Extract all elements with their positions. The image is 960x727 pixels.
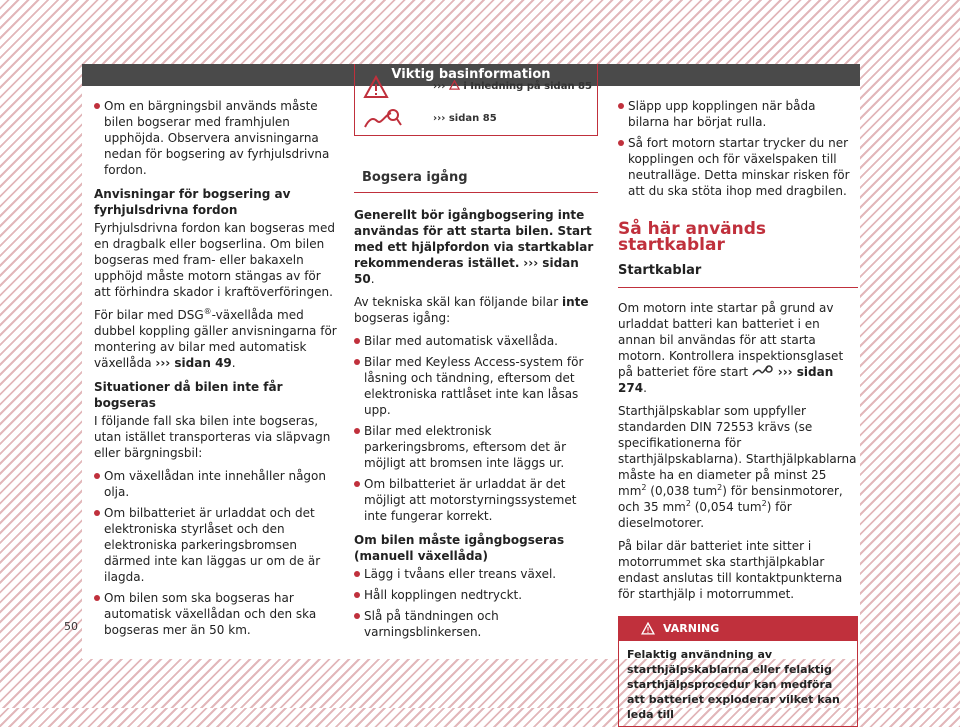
text: (0,054 tum	[690, 500, 762, 514]
warning-header	[619, 617, 857, 641]
ref-text: i Inledning på sidan 85	[463, 81, 592, 92]
text: (0,038 tum	[646, 484, 718, 498]
reference-text[interactable]	[433, 79, 592, 95]
page-ref-link[interactable]: ››› sidan 274	[618, 365, 834, 395]
warning-box	[618, 616, 858, 727]
heading-4wd: Anvisningar för bogsering av fyrhjulsdrivna fordon	[94, 187, 291, 217]
page-number: 50	[64, 620, 78, 633]
warning-label: VARNING	[663, 622, 720, 635]
car-environment-icon	[363, 107, 403, 131]
paragraph-4wd: Fyrhjulsdrivna fordon kan bogseras med en dragbalk eller bogserlina. Om bilen bogseras med fram- eller bakaxeln upphöjd måste motorn stängas av för att förhindra skador i kraftöverföringen.	[94, 221, 335, 299]
column-2	[354, 81, 598, 645]
page-ref-link[interactable]: ››› sidan 49	[155, 356, 232, 370]
header-bar: Viktig basinformation	[82, 64, 860, 86]
paragraph-start	[618, 300, 858, 396]
list-item: Så fort motorn startar trycker du ner kopplingen och för växelspaken till neutralläge. Detta minskar risken för att du ska stöta ihop med dragbilen.	[618, 135, 858, 199]
chapter-title: Så här används startkablar	[618, 219, 767, 255]
warning-text: Felaktig användning av starthjälpskablarna eller felaktig starthjälpsprocedur kan medföra att batteriet exploderar vilket kan leda till	[627, 648, 840, 721]
text: ) för bensinmotorer, och 35 mm	[618, 484, 843, 514]
page-ref-link[interactable]: ››› sidan 50	[354, 256, 579, 286]
text: ) för dieselmotorer.	[618, 500, 792, 530]
heading-manual: Om bilen måste igångbogseras (manuell växellåda)	[354, 533, 565, 563]
intro-paragraph	[354, 207, 598, 287]
reference-row	[363, 104, 497, 134]
paragraph-dsg	[94, 307, 338, 371]
warning-triangle-icon	[363, 75, 389, 99]
list-item: Håll kopplingen nedtryckt.	[354, 587, 598, 603]
superscript: 2	[641, 483, 647, 492]
list-item: Bilar med elektronisk parkeringsbroms, eftersom det är möjligt att bromsen inte läggs ur.	[354, 423, 598, 471]
registered-mark: ®	[203, 307, 212, 316]
list-item: Släpp upp kopplingen när båda bilarna har börjat rulla.	[618, 98, 858, 130]
list-item: Bilar med automatisk växellåda.	[354, 333, 598, 349]
text: För bilar med DSG	[94, 308, 204, 322]
warning-triangle-icon	[641, 622, 655, 635]
list-item: Bilar med Keyless Access-system för låsning och tändning, eftersom det elektroniska rattlåset inte kan låsas upp.	[354, 354, 598, 418]
superscript: 2	[717, 483, 723, 492]
list-item: Om en bärgningsbil används måste bilen bogserar med framhjulen upphöjda. Observera anvisningarna nedan för bogsering av fyrhjulsdrivna fordon.	[94, 98, 338, 178]
text: .	[643, 381, 647, 395]
list-item: Lägg i tvåans eller treans växel.	[354, 566, 598, 582]
text: bogseras igång:	[354, 311, 451, 325]
page	[64, 64, 860, 721]
paragraph-din	[618, 403, 858, 531]
list-item: Slå på tändningen och varningsblinkersen.	[354, 608, 598, 640]
list-item: Om bilen som ska bogseras har automatisk växellådan och den ska bogseras mer än 50 km.	[94, 590, 338, 638]
paragraph-no-tow: I följande fall ska bilen inte bogseras, utan istället transporteras via släpvagn eller bärgningsbil:	[94, 414, 331, 460]
section-title: Startkablar	[618, 263, 858, 288]
section-title: Bogsera igång	[354, 164, 598, 193]
text: Generellt bör igångbogsering inte användas för att starta bilen. Start med ett hjälpfordon via startkablar rekommenderas istället.	[354, 208, 594, 270]
text: Om motorn inte startar på grund av urladdat batteri kan batteriet i en annan bil användas för att starta motorn. Kontrollera inspektionsglaset på batteriet före start	[618, 301, 844, 379]
superscript: 2	[761, 499, 767, 508]
list-item: Om växellådan inte innehåller någon olja.	[94, 468, 338, 500]
ref-arrow: ›››	[433, 81, 446, 92]
tech-paragraph	[354, 294, 598, 326]
heading-no-tow: Situationer då bilen inte får bogseras	[94, 380, 283, 410]
battery-inspection-icon	[752, 365, 774, 377]
text: Starthjälpskablar som uppfyller standarden DIN 72553 krävs (se specifikationerna för starthjälpskablarna). Starthjälpkablarna måste ha en diameter på minst 25 mm	[618, 404, 857, 498]
text: inte	[561, 295, 589, 309]
column-1	[94, 98, 338, 643]
list-item: Om bilbatteriet är urladdat och det elektroniska styrlåset och den elektroniska parkeringsbromsen därmed inte kan läggas ur om de är ilagda.	[94, 505, 338, 585]
text: .	[231, 356, 236, 370]
text: -växellåda med dubbel koppling gäller anvisningarna för montering av bilar med automatisk växellåda	[94, 308, 337, 370]
warning-triangle-icon	[449, 80, 460, 90]
text: Av tekniska skäl kan följande bilar	[354, 295, 559, 309]
list-item: Om bilbatteriet är urladdat är det möjligt att motorstyrningssystemet inte fungerar korrekt.	[354, 476, 598, 524]
reference-box	[354, 64, 598, 136]
column-3	[618, 98, 858, 727]
paragraph-battery-location: På bilar där batteriet inte sitter i motorrummet ska starthjälpkablar endast anslutas till kontaktpunkterna för starthjälp i motorrummet.	[618, 539, 843, 601]
text: .	[370, 272, 375, 286]
superscript: 2	[685, 499, 691, 508]
reference-text[interactable]: ››› sidan 85	[433, 113, 497, 124]
